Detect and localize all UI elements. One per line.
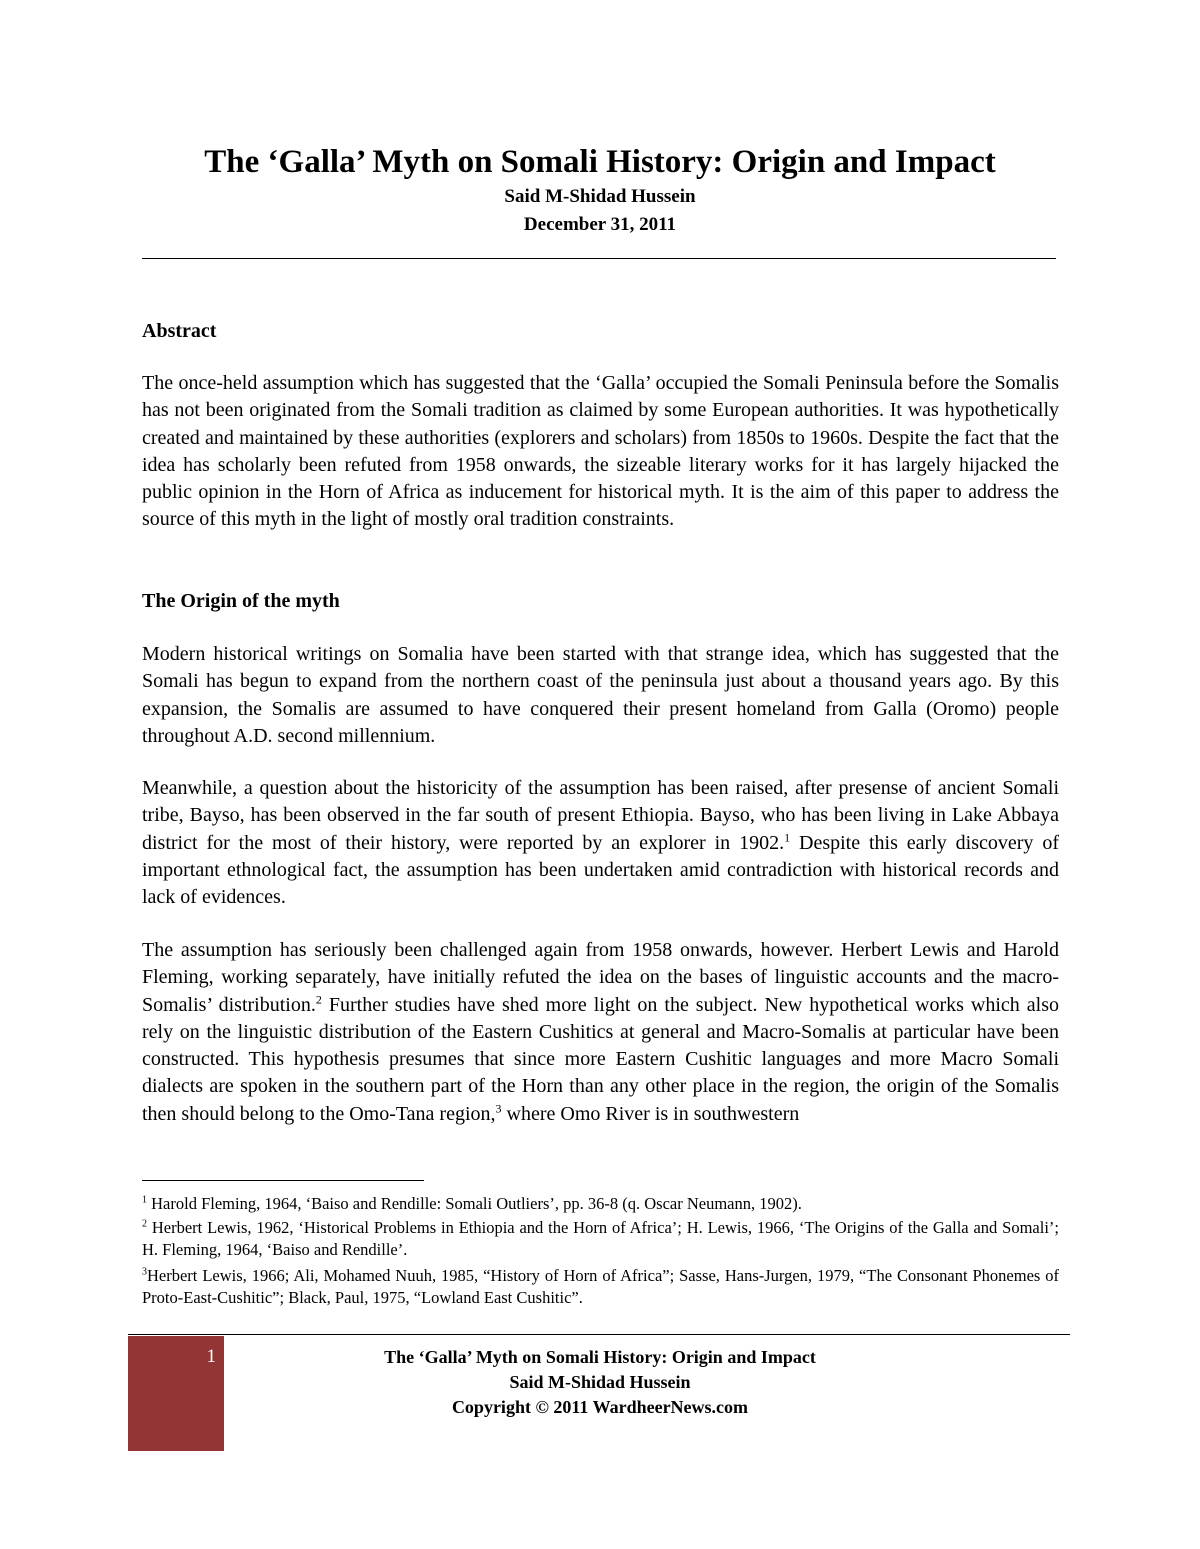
footnote-number: 3	[142, 1266, 147, 1278]
footer-divider	[128, 1334, 1070, 1335]
footnote-text: Harold Fleming, 1964, ‘Baiso and Rendille: Somali Outliers’, pp. 36-8 (q. Oscar Neumann, 1902).	[147, 1194, 802, 1213]
footnote-ref[interactable]: 3	[495, 1101, 502, 1116]
footnote-2	[142, 1217, 1059, 1261]
footnote-text: Herbert Lewis, 1966; Ali, Mohamed Nuuh, 1985, “History of Horn of Africa”; Sasse, Hans-Jurgen, 1979, “The Consonant Phonemes of Proto-East-Cushitic”; Black, Paul, 1975, “Lowland East Cushitic”.	[142, 1266, 1059, 1307]
footnote-number: 1	[142, 1194, 147, 1206]
paragraph-text: where Omo River is in southwestern	[501, 1102, 800, 1125]
origin-paragraph-3	[142, 937, 1059, 1128]
paragraph-text: Further studies have shed more light on the subject. New hypothetical works which also rely on the linguistic distribution of the Eastern Cushitics at general and Macro-Somalis at particular have been constructed. This hypothesis presumes that since more Eastern Cushitic languages and more Macro Somali dialects are spoken in the southern part of the Horn than any other place in the region, the origin of the Somalis then should belong to the Omo-Tana region,	[142, 993, 1060, 1125]
footer-author: Said M-Shidad Hussein	[509, 1372, 691, 1392]
abstract-paragraph: The once-held assumption which has suggested that the ‘Galla’ occupied the Somali Peninsula before the Somalis has not been originated from the Somali tradition as claimed by some European authorities. It was hypothetically created and maintained by these authorities (explorers and scholars) from 1850s to 1960s. Despite the fact that the idea has scholarly been refuted from 1958 onwards, the sizeable literary works for it has largely hijacked the public opinion in the Horn of Africa as inducement for historical myth. It is the aim of this paper to address the source of this myth in the light of mostly oral tradition constraints.	[142, 372, 1059, 531]
footnote-number: 2	[142, 1218, 147, 1230]
footnote-ref[interactable]: 1	[784, 829, 791, 844]
page-number: 1	[206, 1346, 216, 1367]
footnote-1	[142, 1193, 1059, 1215]
origin-paragraph-2	[142, 775, 1059, 911]
footnote-text: Herbert Lewis, 1962, ‘Historical Problems in Ethiopia and the Horn of Africa’; H. Lewis, 1966, ‘The Origins of the Galla and Somali’; H. Fleming, 1964, ‘Baiso and Rendille’.	[142, 1218, 1059, 1259]
origin-paragraph-1: Modern historical writings on Somalia have been started with that strange idea, which has suggested that the Somali has begun to expand from the northern coast of the peninsula just about a thousand years ago. By this expansion, the Somalis are assumed to have conquered their present homeland from Galla (Oromo) people throughout A.D. second millennium.	[142, 643, 1059, 747]
publication-date: December 31, 2011	[523, 214, 677, 235]
author-name: Said M-Shidad Hussein	[504, 186, 696, 207]
paragraph-text: The assumption has seriously been challenged again from 1958 onwards, however. Herbert Lewis and Harold Fleming, working separately, have initially refuted the idea on the bases of linguistic accounts and the macro-Somalis’ distribution.	[142, 939, 1059, 1016]
footer-title: The ‘Galla’ Myth on Somali History: Origin and Impact	[384, 1347, 816, 1367]
footnote-ref[interactable]: 2	[315, 991, 322, 1006]
page-title: The ‘Galla’ Myth on Somali History: Origin and Impact	[204, 144, 996, 180]
paragraph-text: Despite this early discovery of important ethnological fact, the assumption has been undertaken amid contradiction with historical records and lack of evidences.	[142, 831, 1059, 909]
title-divider	[142, 258, 1056, 259]
footnote-divider	[142, 1180, 424, 1181]
paragraph-text: Meanwhile, a question about the historicity of the assumption has been raised, after presense of ancient Somali tribe, Bayso, has been observed in the far south of present Ethiopia. Bayso, who has been living in Lake Abbaya district for the most of their history, were reported by an explorer in 1902.	[142, 777, 1059, 854]
origin-heading: The Origin of the myth	[142, 590, 340, 612]
footnote-3	[142, 1265, 1059, 1309]
abstract-heading: Abstract	[142, 320, 217, 342]
footer-copyright: Copyright © 2011 WardheerNews.com	[451, 1397, 749, 1417]
